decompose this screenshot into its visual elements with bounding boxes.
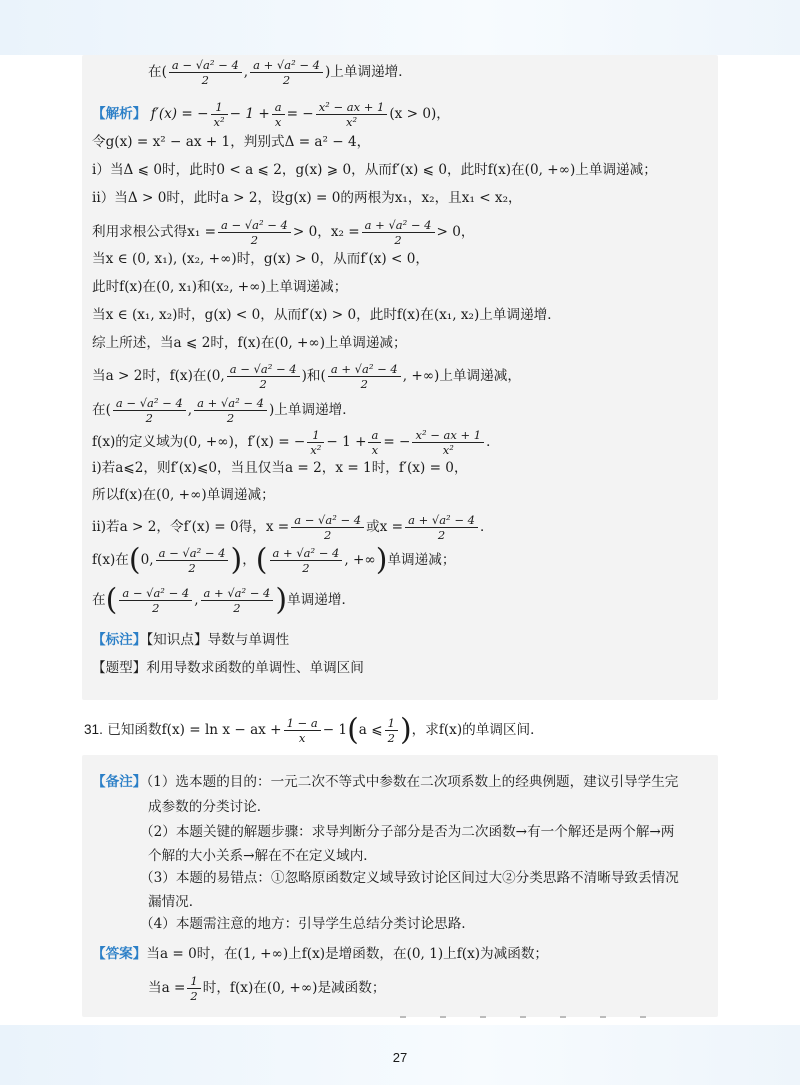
note-3-cont: 漏情况．: [148, 894, 203, 910]
biaozhu-tag: 【标注】: [92, 632, 147, 647]
solution-line-18: 在( $\frac{\text{a − √a² − 4}}{2}$ , $\frac{\text{a + √a² − 4}}{2}$ )单调递增．: [92, 582, 356, 618]
solution-line-17: f(x)在(0, $\frac{\text{a − √a² − 4}}{2}$ )，( $\frac{\text{a + √a² − 4}}{2}$ , +∞)单调递减；: [92, 542, 456, 578]
note-2-cont: 个解的大小关系→解在不在定义域内．: [148, 848, 377, 864]
note-2: （2）本题关键的解题步骤：求导判断分子部分是否为二次函数→有一个解还是两个解→两: [140, 824, 675, 840]
solution-line-1: 在( $\frac{\text{a − √a² − 4}}{2}$ , $\frac{\text{a + √a² − 4}}{2}$ )上单调递增．: [148, 58, 412, 87]
solution-line-4: i）当Δ ⩽ 0时，此时0 < a ⩽ 2，g(x) ⩾ 0，从而f′(x) ⩽ 0，此时f(x)在(0, +∞)上单调递减；: [92, 162, 657, 178]
solution-line-10: 综上所述，当a ⩽ 2时，f(x)在(0, +∞)上单调递减；: [92, 335, 407, 351]
daan-tag: 【答案】: [92, 946, 147, 961]
biaozhu-line: 【标注】【知识点】导数与单调性: [92, 632, 290, 648]
solution-line-12: 在( $\frac{\text{a − √a² − 4}}{2}$ , $\frac{\text{a + √a² − 4}}{2}$ )上单调递增．: [92, 396, 356, 425]
solution-line-3: 令g(x) = x² − ax + 1，判别式Δ = a² − 4，: [92, 134, 371, 150]
solution-line-15: 所以f(x)在(0, +∞)单调递减；: [92, 487, 275, 503]
note-3: （3）本题的易错点：①忽略原函数定义域导致讨论区间过大②分类思路不清晰导致丢情况: [140, 870, 679, 886]
note-4: （4）本题需注意的地方：引导学生总结分类讨论思路.: [140, 916, 466, 932]
solution-line-2: 【解析】 f′(x) = − $\frac{1}{\text{x²}}$ − 1 + $\frac{a}{x}$ = − $\frac{\text{x² − ax + 1}}{\text{x²}}$ (x > 0)，: [92, 100, 450, 129]
jiexi-tag: 【解析】: [92, 106, 147, 121]
note-1: 【备注】（1）选本题的目的：一元二次不等式中参数在二次项系数上的经典例题，建议引导学生完: [92, 774, 679, 790]
question-number: 31.: [84, 722, 103, 737]
solution-line-13: f(x)的定义域为(0, +∞)，f′(x) = − $\frac{1}{\text{x²}}$ − 1 + $\frac{a}{x}$ = − $\frac{\text{x² − ax + 1}}{\text{x²}}$ ．: [92, 428, 500, 457]
solution-line-11: 当a > 2时，f(x)在(0, $\frac{\text{a − √a² − 4}}{2}$ )和( $\frac{\text{a + √a² − 4}}{2}$ , +∞)上单调递减，: [92, 362, 521, 391]
header-band: [0, 0, 800, 55]
solution-line-7: 当x ∈ (0, x₁), (x₂, +∞)时，g(x) > 0，从而f′(x) < 0，: [92, 251, 429, 267]
answer-line-2: 当a = $\frac{1}{2}$ 时，f(x)在(0, +∞)是减函数；: [148, 974, 386, 1003]
solution-line-9: 当x ∈ (x₁, x₂)时，g(x) < 0，从而f′(x) > 0，此时f(x)在(x₁, x₂)上单调递增．: [92, 307, 561, 323]
tixing-line: 【题型】利用导数求函数的单调性、单调区间: [92, 660, 364, 676]
question-31: 31. 已知函数f(x) = ln x − ax + $\frac{1 - a}{x}$ − 1(a ⩽ $\frac{1}{2}$ )，求f(x)的单调区间．: [84, 712, 544, 748]
solution-line-6: 利用求根公式得x₁ = $\frac{\text{a − √a² − 4}}{2}$ > 0，x₂ = $\frac{\text{a + √a² − 4}}{2}$ > 0，: [92, 218, 475, 247]
answer-line-1: 【答案】当a = 0时，在(1, +∞)上f(x)是增函数，在(0, 1)上f(x)为减函数；: [92, 946, 549, 962]
solution-line-5: ii）当Δ > 0时，此时a > 2，设g(x) = 0的两根为x₁，x₂，且x₁ < x₂，: [92, 190, 522, 206]
solution-line-16: ii)若a > 2，令f′(x) = 0得，x = $\frac{\text{a − √a² − 4}}{2}$ 或x = $\frac{\text{a + √a² − 4}}{2}$ ．: [92, 513, 494, 542]
beizhu-tag: 【备注】: [92, 774, 147, 789]
solution-line-8: 此时f(x)在(0, x₁)和(x₂, +∞)上单调递减；: [92, 279, 348, 295]
page-number: 27: [392, 1050, 408, 1065]
solution-line-14: i)若a⩽2，则f′(x)⩽0，当且仅当a = 2，x = 1时，f′(x) = 0，: [92, 460, 468, 476]
cut-off-text-remnant: [400, 1016, 660, 1018]
note-1-cont: 成参数的分类讨论．: [148, 799, 271, 815]
